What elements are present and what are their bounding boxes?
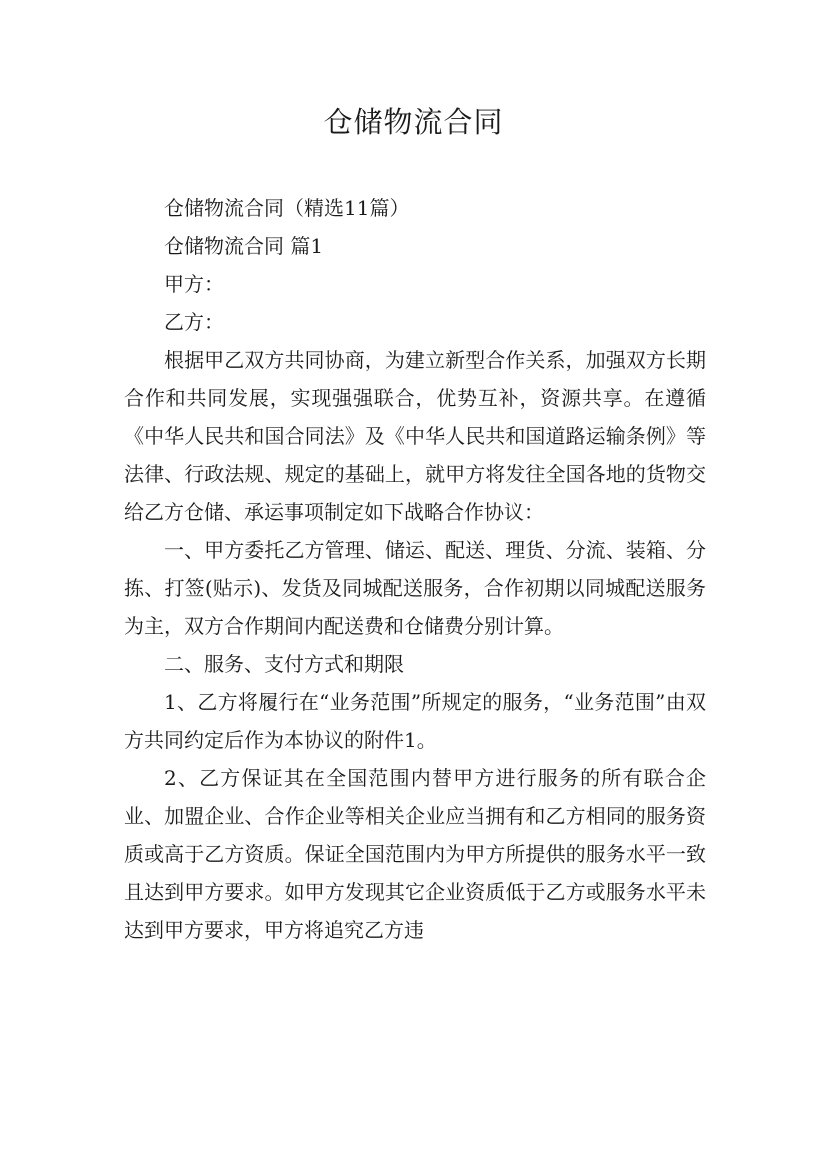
paragraph-party-a: 甲方： [164, 272, 224, 296]
paragraph-subtitle: 仓储物流合同（精选11篇） [164, 196, 410, 220]
document-body [124, 189, 706, 949]
paragraph-clause-2-heading: 二、服务、支付方式和期限 [164, 652, 404, 676]
paragraph-party-b: 乙方： [164, 310, 224, 334]
paragraph-clause-1: 一、甲方委托乙方管理、储运、配送、理货、分流、装箱、分拣、打签(贴示)、发货及同城配送服务，合作初期以同城配送服务为主，双方合作期间内配送费和仓储费分别计算。 [124, 538, 706, 638]
paragraph-clause-2-item-2: 2、乙方保证其在全国范围内替甲方进行服务的所有联合企业、加盟企业、合作企业等相关企业应当拥有和乙方相同的服务资质或高于乙方资质。保证全国范围内为甲方所提供的服务水平一致且达到甲方要求。如甲方发现其它企业资质低于乙方或服务水平未达到甲方要求，甲方将追究乙方违 [124, 766, 706, 942]
document-title: 仓储物流合同 [323, 105, 504, 139]
paragraph-clause-2-item-1: 1、乙方将履行在“业务范围”所规定的服务，“业务范围”由双方共同约定后作为本协议的附件1。 [124, 690, 706, 752]
paragraph-section-heading: 仓储物流合同 篇1 [164, 234, 324, 258]
paragraph-preamble: 根据甲乙双方共同协商，为建立新型合作关系，加强双方长期合作和共同发展，实现强强联合，优势互补，资源共享。在遵循《中华人民共和国合同法》及《中华人民共和国道路运输条例》等法律、行政法规、规定的基础上，就甲方将发往全国各地的货物交给乙方仓储、承运事项制定如下战略合作协议： [124, 348, 706, 524]
